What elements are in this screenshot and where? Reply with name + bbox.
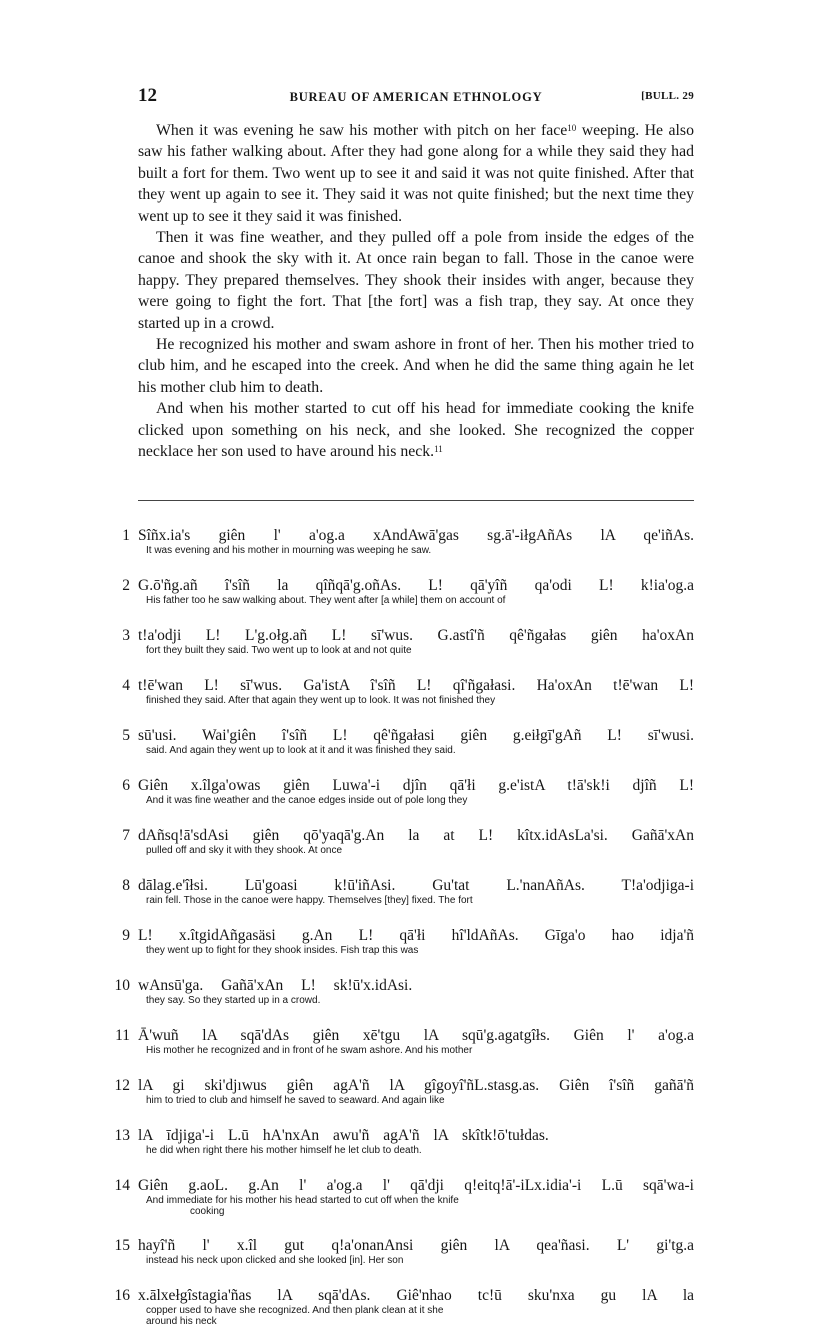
interlinear-line xyxy=(112,927,694,977)
running-title: BUREAU OF AMERICAN ETHNOLOGY xyxy=(289,90,543,104)
line-number: 3 xyxy=(122,627,130,644)
divider xyxy=(138,500,694,501)
interlinear-line xyxy=(112,527,694,577)
native-text: G.ō'ñg.añ î'sîñ la qîñqā'g.oñAs. L! qā'yîñ qa'odi L! k!ia'og.a xyxy=(138,577,694,594)
bulletin-label: [BULL. 29 xyxy=(641,90,694,102)
interlinear-line xyxy=(112,1287,694,1337)
line-number: 14 xyxy=(114,1177,130,1194)
interlinear-line xyxy=(112,577,694,627)
gloss: rain fell. Those in the canoe were happy. Themselves [they] fixed. The fort xyxy=(146,895,473,906)
interlinear-line xyxy=(112,1127,694,1177)
footnote-ref: 11 xyxy=(434,444,443,455)
native-text: lA īdjiga'-i L.ū hA'nxAn awu'ñ agA'ñ lA skîtk!ō'tułdas. xyxy=(138,1127,549,1144)
line-number: 13 xyxy=(114,1127,130,1144)
line-number: 1 xyxy=(122,527,130,544)
paragraph: When it was evening he saw his mother with pitch on her face$^{10}$ weeping. He also saw his father walking about. After they had gone along for a while they said they had built a fort for them. Two went up to see it and said it was not quite finished. After that they went up again to see it. They said it was not quite finished; but the next time they went up to see it they said it was finished. xyxy=(138,122,694,225)
gloss: His mother he recognized and in front of he swam ashore. And his mother xyxy=(146,1045,473,1056)
gloss: fort they built they said. Two went up to look at and not quite xyxy=(146,645,412,656)
gloss: they went up to fight for they shook insides. Fish trap this was xyxy=(146,945,419,956)
native-text: dAñsq!ā'sdAsi giên qō'yaqā'g.An la at L! kîtx.idAsLa'si. Gañā'xAn xyxy=(138,827,694,844)
running-header xyxy=(138,86,694,106)
native-text: x.ālxełgîstagia'ñas lA sqā'dAs. Giê'nhao tc!ū sku'nxa gu lA la xyxy=(138,1287,694,1304)
line-number: 6 xyxy=(122,777,130,794)
interlinear-line xyxy=(112,1177,694,1237)
line-number: 8 xyxy=(122,877,130,894)
translation-text xyxy=(138,120,694,463)
gloss: said. And again they went up to look at it and it was finished they said. xyxy=(146,745,456,756)
native-text: lA gi ski'djıwus giên agA'ñ lA gîgoyî'ñL.stasg.as. Giên î'sîñ gañā'ñ xyxy=(138,1077,694,1094)
line-number: 2 xyxy=(122,577,130,594)
paragraph: Then it was fine weather, and they pulled off a pole from inside the edges of the canoe and shook the sky with it. At once rain began to fall. Those in the canoe were happy. They prepared themselves. They shook their insides with anger, because they were going to fight the fort. That [the fort] was a fish trap, they say. At once they started up in a crowd. xyxy=(138,229,694,332)
line-number: 16 xyxy=(114,1287,130,1304)
line-number: 12 xyxy=(114,1077,130,1094)
native-text: t!a'odji L! L'g.ołg.añ L! sī'wus. G.astî'ñ qê'ñgałas giên ha'oxAn xyxy=(138,627,694,644)
interlinear-line xyxy=(112,1027,694,1077)
line-number: 10 xyxy=(114,977,130,994)
paragraph: And when his mother started to cut off his head for immediate cooking the knife clicked upon something on his neck, and she looked. She recognized the copper necklace her son used to have around his neck.$^{11}$ xyxy=(138,400,694,461)
native-text: Giên x.îlga'owas giên Luwa'-i djîn qā'łi g.e'istA t!ā'sk!i djîñ L! xyxy=(138,777,694,794)
line-number: 11 xyxy=(115,1027,130,1044)
gloss: he did when right there his mother himself he let club to death. xyxy=(146,1145,422,1156)
gloss: finished they said. After that again they went up to look. It was not finished they xyxy=(146,695,496,706)
interlinear-line xyxy=(112,977,694,1027)
line-number: 7 xyxy=(122,827,130,844)
native-text: Ā'wuñ lA sqā'dAs giên xē'tgu lA sqū'g.agatgîłs. Giên l' a'og.a xyxy=(138,1027,694,1044)
native-text: dālag.e'îłsi. Lū'goasi k!ū'iñAsi. Gu'tat L.'nanAñAs. T!a'odjiga-i xyxy=(138,877,694,894)
native-text: Sîñx.ia's giên l' a'og.a xAndAwā'gas sg.ā'-iłgAñAs lA qe'iñAs. xyxy=(138,527,694,544)
native-text: sū'usi. Wai'giên î'sîñ L! qê'ñgałasi giên g.eiłgī'gAñ L! sī'wusi. xyxy=(138,727,694,744)
interlinear-line xyxy=(112,1077,694,1127)
interlinear-line xyxy=(112,677,694,727)
line-number: 15 xyxy=(114,1237,130,1254)
native-text: Giên g.aoL. g.An l' a'og.a l' qā'dji q!eitq!ā'-iLx.idia'-i L.ū sqā'wa-i xyxy=(138,1177,694,1194)
native-text: t!ē'wan L! sī'wus. Ga'istA î'sîñ L! qî'ñgałasi. Ha'oxAn t!ē'wan L! xyxy=(138,677,694,694)
gloss: him to tried to club and himself he saved to seaward. And again like xyxy=(146,1095,445,1106)
interlinear-line xyxy=(112,827,694,877)
interlinear-line xyxy=(112,777,694,827)
interlinear-line xyxy=(112,1237,694,1287)
gloss: they say. So they started up in a crowd. xyxy=(146,995,321,1006)
native-text: hayî'ñ l' x.îl gut q!a'onanAnsi giên lA qea'ñasi. L' gi'tg.a xyxy=(138,1237,694,1254)
native-text: L! x.îtgidAñgasäsi g.An L! qā'łi hî'ldAñAs. Gīga'o hao idja'ñ xyxy=(138,927,694,944)
native-text: wAnsū'ga. Gañā'xAn L! sk!ū'x.idAsi. xyxy=(138,977,413,994)
paragraph: He recognized his mother and swam ashore in front of her. Then his mother tried to club him, and he escaped into the creek. And when he did the same thing again he let his mother club him to death. xyxy=(138,336,694,396)
gloss-continued: cooking xyxy=(190,1206,225,1217)
gloss: pulled off and sky it with they shook. At once xyxy=(146,845,343,856)
gloss: It was evening and his mother in mourning was weeping he saw. xyxy=(146,545,432,556)
gloss: His father too he saw walking about. They went after [a while] them on account of xyxy=(146,595,506,606)
gloss-continued: around his neck xyxy=(146,1316,217,1327)
gloss: And immediate for his mother his head started to cut off when the knife xyxy=(146,1195,459,1206)
page-number: 12 xyxy=(138,85,157,106)
gloss: instead his neck upon clicked and she looked [in]. Her son xyxy=(146,1255,404,1266)
line-number: 5 xyxy=(122,727,130,744)
interlinear-line xyxy=(112,727,694,777)
line-number: 4 xyxy=(122,677,130,694)
footnote-ref: 10 xyxy=(567,123,577,133)
gloss: copper used to have she recognized. And then plank clean at it she xyxy=(146,1305,444,1316)
gloss: And it was fine weather and the canoe edges inside out of pole long they xyxy=(146,795,468,806)
interlinear-line xyxy=(112,627,694,677)
line-number: 9 xyxy=(122,927,130,944)
interlinear-text xyxy=(112,527,694,1337)
interlinear-line xyxy=(112,877,694,927)
